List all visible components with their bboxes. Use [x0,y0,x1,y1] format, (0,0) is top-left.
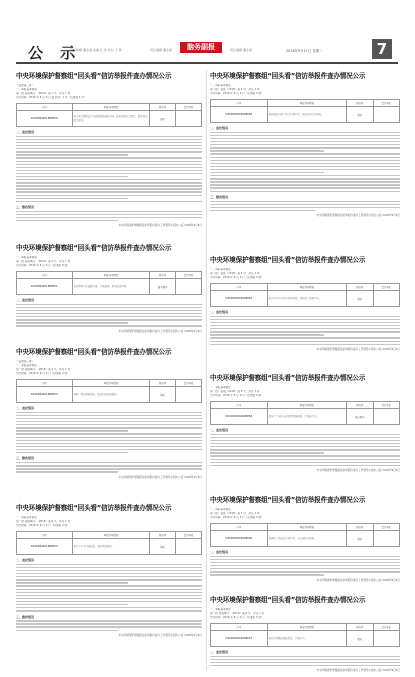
text-line [16,319,202,320]
table-header: 督办区 [150,380,176,387]
table-header: 督办区 [347,402,373,409]
text-line [16,191,202,192]
text-line [210,150,324,151]
notice-meta-line: （反馈第三批） [16,360,35,363]
complaint-unit [373,631,399,647]
text-line [16,452,128,453]
complaint-table [210,99,400,123]
text-line [16,173,202,174]
table-header: 督办区 [347,524,373,531]
text-line [210,178,400,179]
text-line [16,214,202,215]
notice-article [16,242,202,342]
text-line [16,415,202,416]
complaint-description: 某砖厂烟尘排放超标，周边村民反映强烈。 [72,387,150,403]
text-line [16,176,128,177]
notice-body-text [210,316,400,345]
text-line [16,595,202,596]
section-heading: 二、查处情况 [16,558,35,562]
text-line [210,443,400,444]
complaint-code: D410000201808057 [211,631,268,647]
text-line [210,141,400,142]
section-heading: 二、查处情况 [16,130,35,134]
complaint-verdict: 属实 [347,531,373,547]
notice-meta-line: 一、举报基本情况 [210,268,231,271]
text-line [16,322,128,323]
text-line [210,172,324,173]
text-line [16,182,202,183]
text-line [210,328,400,329]
complaint-table [16,271,202,295]
notice-meta-line: 交办时间：2018 年 8 月 9 日（反馈第 0 批） [210,276,264,279]
notice-meta-line: 第一批 省级单位：（2018）第 6 号，涉及 1 件 [16,520,71,523]
complaint-code: D410000201808055 [17,539,73,555]
text-line [210,455,400,456]
text-line [16,424,202,425]
text-line [210,571,400,572]
notice-body-text [16,564,202,612]
notice-article [210,594,400,672]
text-line [16,440,202,441]
text-line [16,579,202,580]
table-header: 举报基本情况 [267,524,346,531]
text-line [210,437,400,438]
notice-meta-line: 一、举报基本情况 [210,84,231,87]
complaint-unit [176,387,202,403]
text-line [210,187,400,188]
text-line [16,412,202,413]
notice-meta-line: 第一批 省级单位：（2018）第 4 号，涉及 1 件 [16,368,71,371]
complaint-table [16,531,202,555]
complaint-table [210,623,400,647]
text-line [16,592,202,593]
text-line [16,576,202,577]
complaint-code: D410000201808052 [211,291,268,307]
table-header: 序号 [17,532,73,539]
table-header: 举报基本情况 [267,284,346,291]
text-line [16,433,202,434]
complaint-table [210,523,400,547]
notice-meta-line: 交办时间：2018 年 8 月 9 日（反馈第 0 批） [210,516,264,519]
complaint-code: D410000201808054 [211,409,268,425]
notice-meta-line: （反馈第三批） [16,84,35,87]
section-heading: 三、整改情况 [16,205,35,210]
complaint-verdict: 属实 [347,631,373,647]
table-header: 责任单位 [373,100,399,107]
notice-meta-line: 交办时间：2018 年 8 月 9 日（标准第 0 批） [210,616,264,619]
text-line [16,157,202,158]
complaint-description: 某村附近石料厂粉尘污染严重，周边农田受到影响。 [267,107,346,123]
text-line [210,568,400,569]
notice-meta-line: 第一批：省级（2018）第 1 号，涉及 1 件 [210,88,260,91]
section-heading: 二、查处情况 [210,428,229,432]
text-line [210,452,324,453]
masthead [0,0,415,62]
text-line [16,630,118,631]
notice-signature: 中央环境保护督察组信访举报件查办工作领导小组办公室 2018年9月8日 [316,578,400,582]
text-line [210,465,400,466]
section-heading: 二、查处情况 [16,298,35,302]
notice-meta-line: 第一批：省级（2018）第 3 号，涉及 1 件 [210,272,260,275]
text-line [210,135,400,136]
notice-signature: 中央环境保护督察组信访举报件查办工作领导小组办公室 2018年9月8日 [316,214,400,218]
text-line [16,164,202,165]
text-line [210,319,400,320]
notice-article [16,346,202,501]
text-line [210,191,400,192]
text-line [210,665,400,666]
text-line [16,170,202,171]
text-line [210,153,400,154]
table-header: 督办区 [347,624,373,631]
table-header: 举报基本情况 [267,100,346,107]
text-line [16,589,202,590]
section-heading: 三、整改情况 [16,456,35,461]
complaint-unit [176,111,202,127]
table-header: 序号 [211,284,268,291]
notice-meta-line: 交办时间：2018 年 8 月 9 日（反馈第 0 批） [210,394,264,397]
text-line [210,559,400,560]
complaint-verdict: 属实 [150,387,176,403]
notice-body-text [16,136,202,202]
table-header: 责任单位 [176,104,202,111]
text-line [16,220,118,221]
text-line [210,210,315,211]
table-header: 责任单位 [373,402,399,409]
notice-title: 中央环境保护督察组“回头看”信访举报件查办情况公示 [210,596,366,604]
text-line [210,565,400,566]
text-line [210,334,324,335]
complaint-code: D410000201808051 [17,279,73,295]
complaint-verdict: 部分属实 [347,409,373,425]
notice-meta-line: 一、举报基本情况 [210,608,231,611]
notice-title: 中央环境保护督察组“回头看”信访举报件查办情况公示 [16,72,172,80]
text-line [210,204,400,205]
text-line [210,325,400,326]
text-line [210,556,400,557]
notice-signature: 中央环境保护督察组信访举报件查办工作领导小组办公室 2018年9月8日 [316,347,400,351]
text-line [210,662,400,663]
table-header: 举报基本情况 [72,104,150,111]
notice-article [210,494,400,592]
notice-signature: 中央环境保护督察组信访举报件查办工作领导小组办公室 2018年9月8日 [316,669,400,672]
notice-meta-line: 第一批 省级单位：（2018）第 2 号，涉及 1 件 [16,260,71,263]
table-header: 举报基本情况 [72,272,150,279]
notice-meta-line: 一、举报基本情况 [16,516,37,519]
text-line [16,468,202,469]
text-line [16,573,202,574]
section-heading: 三、整改情况 [210,194,229,199]
text-line [16,145,202,146]
text-line [16,217,202,218]
notice-meta-line: 一、举报基本情况 [210,508,231,511]
newspaper-logo: 脑务副报 [180,42,222,53]
text-line [16,446,202,447]
text-line [16,465,202,466]
notice-article [16,502,202,670]
table-header: 责任单位 [373,284,399,291]
notice-article [210,372,400,492]
section-heading: 二、查处情况 [16,406,35,410]
complaint-unit [373,291,399,307]
text-line [16,418,202,419]
complaint-code: D410000201808056 [211,531,268,547]
text-line [16,437,202,438]
text-line [16,198,128,199]
text-line [210,201,400,202]
complaint-description: 某养殖场污水直排河道，气味难闻，影响周边环境。 [72,279,150,295]
table-header: 督办区 [150,104,176,111]
notice-body-text [210,556,400,576]
text-line [210,163,400,164]
text-line [16,211,202,212]
table-header: 责任单位 [373,524,399,531]
notice-title: 中央环境保护督察组“回头看”信访举报件查办情况公示 [16,348,172,356]
complaint-unit [176,539,202,555]
notice-body-text [210,434,400,466]
text-line [16,154,128,155]
notice-meta-line: 第一批 省级单位：（2018）第 8 号，涉及 1 件 [210,612,265,615]
editor-credit-short: 责任编辑 潘永康 [150,48,172,52]
text-line [210,166,400,167]
text-line [16,582,128,583]
text-line [210,659,400,660]
table-header: 举报基本情况 [267,402,346,409]
notice-title: 中央环境保护督察组“回头看”信访举报件查办情况公示 [210,496,366,504]
complaint-description: 某村垃圾随意堆放焚烧，污染空气。 [267,631,346,647]
complaint-code: D410000201808050 [17,111,73,127]
table-header: 举报基本情况 [267,624,346,631]
text-line [210,175,400,176]
text-line [210,331,400,332]
section-title: 公 示 [28,44,82,62]
section-heading: 二、查处情况 [210,650,229,654]
notice-meta-line: 交办时间：2018 年 8 月 9 日（反馈第 0 批） [210,92,264,95]
text-line [16,313,202,314]
text-line [16,449,202,450]
table-header: 举报基本情况 [72,380,150,387]
text-line [210,184,400,185]
complaint-verdict: 属实 [347,107,373,123]
notice-article [210,70,400,250]
text-line [16,567,202,568]
page-number: 7 [372,39,392,59]
section-heading: 二、查处情况 [210,550,229,554]
notice-meta-line: 交办时间：2018 年 8 月 9 日（标准第 0 批） [16,524,70,527]
text-line [16,167,202,168]
text-line [16,316,202,317]
complaint-description: 某建筑工地扬尘污染严重，未采取防尘措施。 [267,531,346,547]
table-header: 责任单位 [373,624,399,631]
table-header: 举报基本情况 [72,532,150,539]
text-line [210,147,400,148]
notice-title: 中央环境保护督察组“回头看”信访举报件查办情况公示 [210,374,366,382]
text-line [16,161,202,162]
text-line [210,459,400,460]
text-line [210,169,400,170]
text-line [16,136,202,137]
section-heading: 二、查处情况 [210,126,229,130]
table-header: 序号 [211,524,268,531]
notice-meta-line: 交办时间：2018 年 8 月 9 日 第 0 批：1 件（标准第 1 号） [16,96,87,99]
table-header: 督办区 [347,284,373,291]
notice-signature: 中央环境保护督察组信访举报件查办工作领导小组办公室 2018年9月8日 [118,329,202,333]
text-line [16,148,202,149]
text-line [16,179,202,180]
notice-signature: 中央环境保护督察组信访举报件查办工作领导小组办公室 2018年9月8日 [316,469,400,473]
text-line [16,471,118,472]
text-line [16,325,202,326]
text-line [16,610,202,611]
notice-signature: 中央环境保护督察组信访举报件查办工作领导小组办公室 2018年9月8日 [118,633,202,637]
header-rule [16,62,398,64]
text-line [16,585,202,586]
text-line [210,157,400,158]
editor-credit: 责任编辑 潘永康 美编 张 钦 校对 王 贤 [70,48,122,52]
complaint-verdict: 部分属实 [150,279,176,295]
text-line [210,160,400,161]
text-line [16,304,202,305]
notice-title: 中央环境保护督察组“回头看”信访举报件查办情况公示 [210,256,366,264]
text-line [16,421,202,422]
column-divider [206,70,207,670]
text-line [210,344,400,345]
notice-body-text [16,304,202,327]
notice-article [16,70,202,270]
table-header: 责任单位 [176,380,202,387]
complaint-table [210,401,400,425]
text-line [16,598,202,599]
complaint-table [16,379,202,403]
text-line [210,322,400,323]
notice-meta-line: 一、举报基本情况 [210,386,231,389]
complaint-unit [373,531,399,547]
text-line [16,570,202,571]
table-header: 序号 [211,100,268,107]
table-header: 序号 [211,624,268,631]
text-line [16,462,202,463]
text-line [210,440,400,441]
text-line [16,626,202,627]
text-line [16,601,202,602]
text-line [210,462,400,463]
notice-meta-line: 一、举报基本情况 [16,88,37,91]
complaint-unit [176,279,202,295]
complaint-unit [373,107,399,123]
notice-meta-line: 第一批：省级（2018）第 5 号，涉及 1 件 [210,390,260,393]
text-line [16,188,202,189]
text-line [16,427,202,428]
text-line [16,307,202,308]
text-line [16,564,202,565]
text-line [210,337,400,338]
notice-meta-line: 一、举报基本情况 [16,364,37,367]
notice-title: 中央环境保护督察组“回头看”信访举报件查办情况公示 [210,72,366,80]
notice-body-text [210,656,400,667]
complaint-unit [373,409,399,425]
complaint-description: 某小区东侧附近企业夜间排放刺鼻气味，影响居民正常休息，要求相关部门查处。 [72,111,150,127]
text-line [16,443,202,444]
text-line [210,316,400,317]
text-line [210,138,400,139]
text-line [210,207,400,208]
notice-meta-line: 一、举报基本情况 [16,256,37,259]
text-line [16,142,202,143]
text-line [16,623,202,624]
table-header: 督办区 [347,100,373,107]
table-header: 序号 [211,402,268,409]
notice-meta-line: 交办时间：2018 年 8 月 9 日（标准第 0 批） [16,372,70,375]
text-line [210,446,400,447]
complaint-verdict: 属实 [150,111,176,127]
text-line [210,656,400,657]
complaint-description: 某企业生产过程中噪声扰民，夜间施工现象严重。 [267,291,346,307]
complaint-verdict: 属实 [347,291,373,307]
text-line [210,341,400,342]
text-line [16,607,202,608]
notice-title: 中央环境保护督察组“回头看”信访举报件查办情况公示 [16,504,172,512]
text-line [16,310,202,311]
complaint-table [16,103,202,127]
notice-article [210,254,400,364]
complaint-description: 某加工厂废水未经处理直接排放，污染地下水。 [267,409,346,425]
text-line [16,185,202,186]
section-heading: 二、查处情况 [210,310,229,314]
complaint-description: 某化工企业异味扰民，要求彻底整改。 [72,539,150,555]
text-line [16,201,202,202]
table-header: 责任单位 [176,272,202,279]
section-heading: 三、整改情况 [16,614,35,619]
notice-meta-line: 第一批 省级单位：（2018）第 1 号，涉及 1 件 [16,92,71,95]
text-line [210,449,400,450]
text-line [210,562,400,563]
notice-meta-line: 交办时间：2018 年 8 月 9 日（标准第 0 批） [16,264,70,267]
table-header: 序号 [17,380,73,387]
complaint-table [210,283,400,307]
notice-signature: 中央环境保护督察组信访举报件查办工作领导小组办公室 2018年9月8日 [118,224,202,228]
table-header: 序号 [17,104,73,111]
text-line [16,430,128,431]
notice-body-text [16,412,202,454]
table-header: 责任单位 [176,532,202,539]
text-line [210,132,400,133]
text-line [210,574,324,575]
text-line [16,195,202,196]
text-line [16,604,128,605]
text-line [16,620,202,621]
complaint-verdict: 属实 [150,539,176,555]
issue-date: 2018年9月11日 星期二 [286,49,323,53]
notice-body-text [210,132,400,192]
complaint-code: D410000201808049 [211,107,268,123]
text-line [210,181,400,182]
notice-meta-line: 第一批：省级（2018）第 7 号，涉及 1 件 [210,512,260,515]
text-line [210,144,400,145]
text-line [210,434,400,435]
notice-title: 中央环境保护督察组“回头看”信访举报件查办情况公示 [16,244,172,252]
table-header: 督办区 [150,272,176,279]
complaint-code: D410000201808053 [17,387,73,403]
editor-credit-right: 责任编辑 潘永康 [230,48,252,52]
notice-signature: 中央环境保护督察组信访举报件查办工作领导小组办公室 2018年9月8日 [118,475,202,479]
text-line [16,151,202,152]
table-header: 督办区 [150,532,176,539]
table-header: 序号 [17,272,73,279]
text-line [16,139,202,140]
